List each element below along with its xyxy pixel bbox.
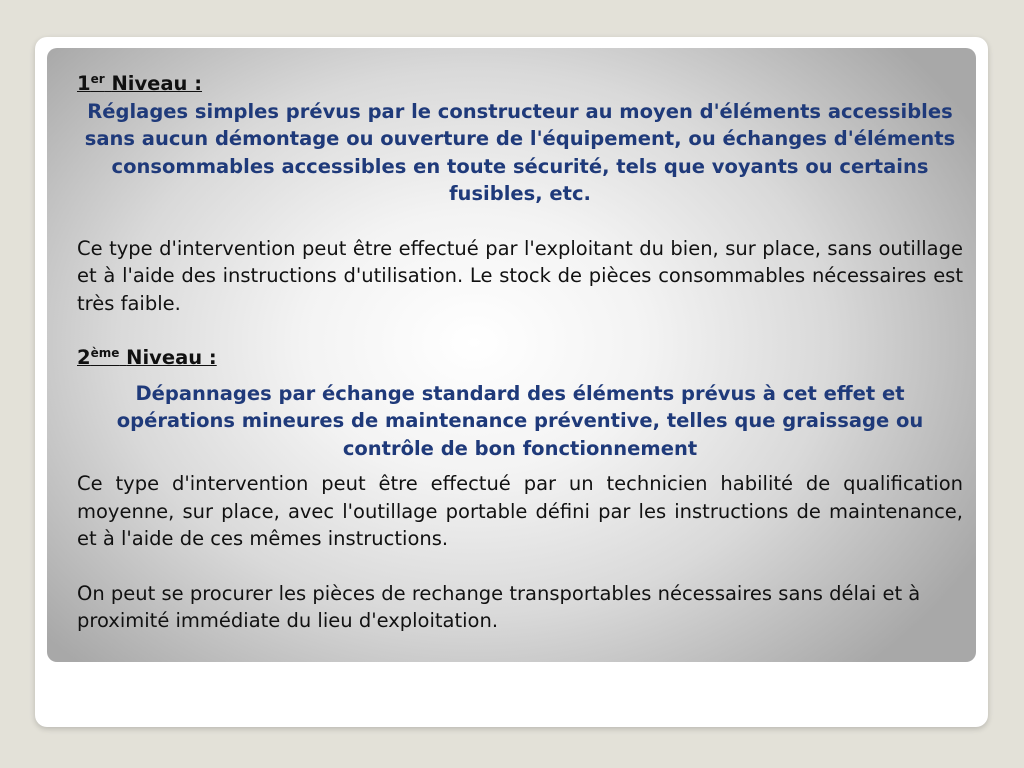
content-panel [47,48,976,662]
level2-heading [77,344,963,372]
level2-number: 2 [77,346,91,369]
level2-suffix: ème [90,346,120,360]
level1-title: Niveau : [111,72,203,95]
level2-description: Dépannages par échange standard des éléments prévus à cet effet et opérations mineures de maintenance préventive, telles que graissage ou contrôle de bon fonctionnement [116,381,924,460]
level2-paragraph-2: On peut se procurer les pièces de rechange transportables nécessaires sans délai et à proximité immédiate du lieu d'exploitation. [77,581,921,632]
level1-description: Réglages simples prévus par le constructeur au moyen d'éléments accessibles sans aucun démontage ou ouverture de l'équipement, ou échanges d'éléments consommables accessibles en toute sécurité, tels que voyants ou certains fusibles, etc. [84,99,956,205]
level1-number: 1 [77,72,91,95]
level1-heading [77,70,963,98]
level2-paragraph: Ce type d'intervention peut être effectué par un technicien habilité de qualification moyenne, sur place, avec l'outillage portable défini par les instructions de maintenance, et à l'aide de ces mêmes instructions. [77,472,963,550]
level1-paragraph: Ce type d'intervention peut être effectué par l'exploitant du bien, sur place, sans outillage et à l'aide des instructions d'utilisation. Le stock de pièces consommables nécessaires est très faible. [77,236,963,315]
level2-title: Niveau : [126,346,217,369]
text-block [77,70,963,635]
level1-suffix: er [90,72,105,86]
